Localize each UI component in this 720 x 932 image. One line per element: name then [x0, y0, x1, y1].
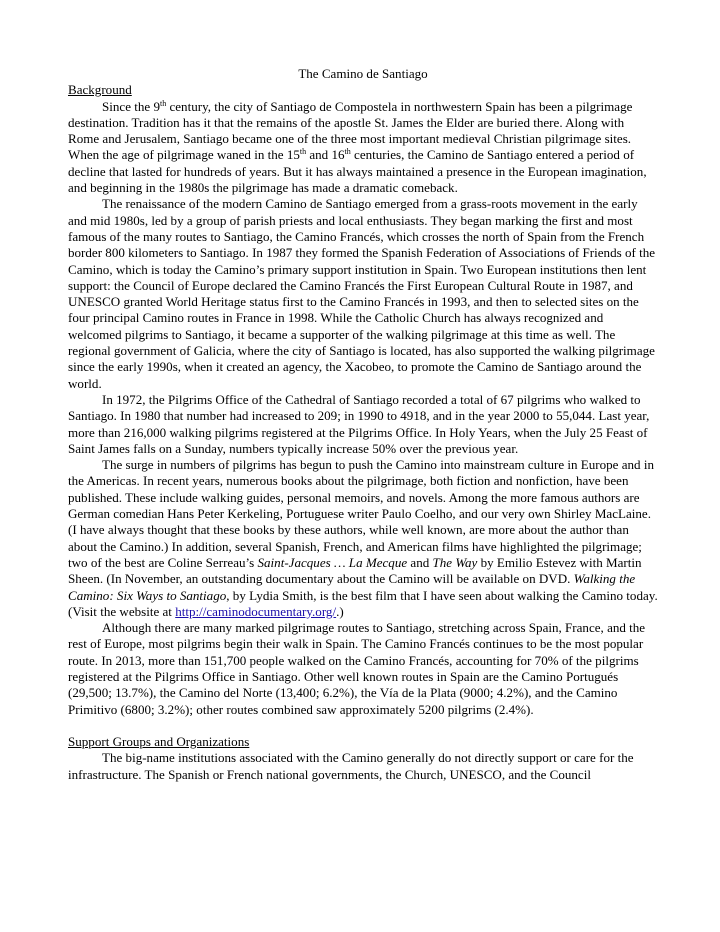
- paragraph-statistics: In 1972, the Pilgrims Office of the Cathedral of Santiago recorded a total of 67 pilgrims who walked to Santiago. In 1980 that number had increased to 209; in 1990 to 4918, and in the year 2000 to 55,044. Last year, more than 216,000 walking pilgrims registered at the Pilgrims Office. In Holy Years, when the July 25 Feast of Saint James falls on a Sunday, numbers typically increase 50% over the previous year.: [68, 391, 650, 456]
- paragraph-popular-culture: The surge in numbers of pilgrims has begun to push the Camino into mainstream culture in Europe and in the Americas. In recent years, numerous books about the pilgrimage, both fiction and nonfiction, have been published. These include walking guides, personal memoirs, and novels. Among the more famous authors are German comedian Hans Peter Kerkeling, Portuguese writer Paulo Coelho, and our very own Shirley MacLaine. (I have always thought that these books by these authors, while well known, are more about the author than about the Camino.) In addition, several Spanish, French, and American films have highlighted the pilgrimage; two of the best are Coline Serreau’s Saint-Jacques … La Mecque and The Way by Emilio Estevez with Martin Sheen. (In November, an outstanding documentary about the Camino will be available on DVD. Walking the Camino: Six Ways to Santiago, by Lydia Smith, is the best film that I have seen about walking the Camino today. (Visit the website at http://caminodocumentary.org/.): [68, 457, 658, 619]
- paragraph-routes: Although there are many marked pilgrimage routes to Santiago, stretching across Spain, France, and the rest of Europe, most pilgrims begin their walk in Spain. The Camino Francés continues to be the most popular route. In 2013, more than 151,700 people walked on the Camino Francés, accounting for 70% of the pilgrims registered at the Pilgrims Office in Santiago. Other well known routes in Spain are the Camino Portugués (29,500; 13.7%), the Camino del Norte (13,400; 6.2%), the Vía de la Plata (9000; 4.2%), and the Camino Primitivo (6800; 3.2%); other routes combined saw approximately 5200 pilgrims (2.4%).: [68, 620, 646, 717]
- film-title-walking-the-camino: Walking the Camino: Six Ways to Santiago: [68, 571, 636, 603]
- paragraph-history: Since the 9th century, the city of Santiago de Compostela in northwestern Spain has been a pilgrimage destination. Tradition has it that the remains of the apostle St. James the Elder are buried there. Along with Rome and Jerusalem, Santiago became one of the three most important medieval Christian pilgrimage sites. When the age of pilgrimage waned in the 15th and 16th centuries, the Camino de Santiago entered a period of decline that lasted for hundreds of years. But it has always maintained a presence in the European imagination, and beginning in the 1980s the pilgrimage has made a dramatic comeback.: [68, 98, 647, 196]
- paragraph-renaissance: The renaissance of the modern Camino de Santiago emerged from a grass-roots movement in the early and mid 1980s, led by a group of parish priests and local enthusiasts. They began marking the first and most famous of the many routes to Santiago, the Camino Francés, which crosses the north of Spain from the French border 800 kilometers to Santiago. In 1987 they formed the Spanish Federation of Associations of Friends of the Camino, which is today the Camino’s primary support institution in Spain. Two European institutions then lent support: the Council of Europe declared the Camino Francés the First European Cultural Route in 1987, and UNESCO granted World Heritage status first to the Camino Francés in 1993, and then to selected sites on the four principal Camino routes in France in 1998. While the Catholic Church has always recognized and welcomed pilgrims to Santiago, it became a supporter of the walking pilgrimage at this time as well. The regional government of Galicia, where the city of Santiago is located, has also supported the walking pilgrimage since the early 1990s, when it created an agency, the Xacobeo, to promote the Camino de Santiago around the world.: [68, 196, 656, 391]
- section-heading-background: Background: [68, 82, 132, 98]
- documentary-website-link[interactable]: http://caminodocumentary.org/: [175, 603, 337, 619]
- blank-line: [68, 718, 658, 734]
- film-title-saint-jacques: Saint-Jacques … La Mecque: [257, 554, 408, 570]
- film-title-the-way: The Way: [432, 554, 478, 570]
- paragraph-institutions: The big-name institutions associated with the Camino generally do not directly support or care for the infrastructure. The Spanish or French national governments, the Church, UNESCO, and the Council: [68, 750, 634, 782]
- document-title: The Camino de Santiago: [298, 66, 428, 81]
- document-page: [68, 66, 658, 783]
- section-heading-support-groups: Support Groups and Organizations: [68, 734, 250, 750]
